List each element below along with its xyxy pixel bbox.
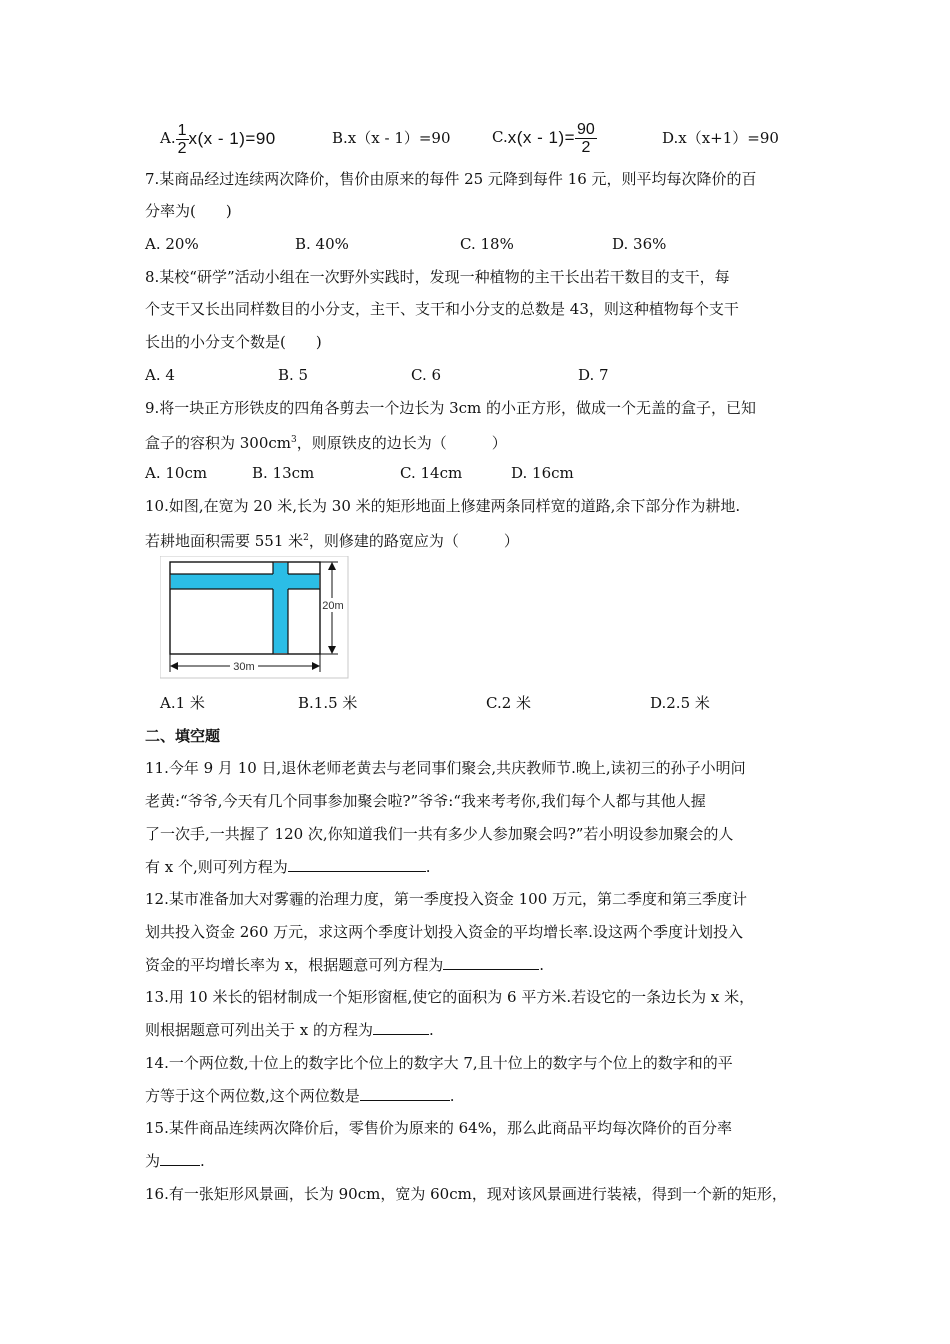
q6-option-a	[160, 118, 276, 158]
q12-line3-end: .	[539, 956, 545, 974]
width-arrow-left	[170, 662, 178, 670]
q7-option-d: D. 36%	[612, 235, 667, 253]
q6-option-a-expr: x(x - 1)=90	[188, 129, 276, 148]
q7-line1: 7.某商品经过连续两次降价，售价由原来的每件 25 元降到每件 16 元，则平均每次降价的百	[145, 170, 757, 188]
horizontal-road	[171, 574, 319, 589]
width-arrow-right	[312, 662, 320, 670]
q13-line2-end: .	[429, 1021, 434, 1039]
q14-line2-text: 方等于这个两位数,这个两位数是	[145, 1087, 360, 1105]
q9-line2	[145, 429, 507, 454]
q6-option-c-label: C.	[492, 128, 508, 146]
q15-answer-blank[interactable]	[160, 1151, 200, 1166]
q15-line1: 15.某件商品连续两次降价后，零售价为原来的 64%，那么此商品平均每次降价的百分率	[145, 1119, 732, 1137]
q6-option-a-fraction	[176, 122, 189, 157]
q12-line3	[145, 954, 544, 976]
q6-option-c-frac-den: 2	[581, 138, 591, 156]
q8-line3: 长出的小分支个数是( )	[145, 333, 322, 351]
q14-line2-end: .	[449, 1087, 455, 1105]
q6-option-c	[492, 116, 597, 158]
q11-line2: 老黄:“爷爷,今天有几个同事参加聚会啦?”爷爷:“我来考考你,我们每个人都与其他人握	[145, 792, 706, 810]
q8-line1: 8.某校“研学”活动小组在一次野外实践时，发现一种植物的主干长出若干数目的支干，每	[145, 268, 730, 286]
q9-option-a: A. 10cm	[145, 464, 208, 482]
q6-option-c-fraction	[575, 121, 597, 156]
q7-option-a: A. 20%	[145, 235, 199, 253]
q10-line1: 10.如图,在宽为 20 米,长为 30 米的矩形地面上修建两条同样宽的道路,余下部分作为耕地.	[145, 497, 741, 515]
q9-line2-superscript: 3	[291, 435, 297, 445]
q10-option-a: A.1 米	[160, 694, 205, 712]
q16-line1: 16.有一张矩形风景画，长为 90cm，宽为 60cm，现对该风景画进行装裱，得到一个新的矩形，	[145, 1185, 787, 1203]
q6-option-d: D.x（x+1）=90	[662, 129, 779, 147]
q14-line1: 14.一个两位数,十位上的数字比个位上的数字大 7,且十位上的数字与个位上的数字和的平	[145, 1054, 733, 1072]
q6-option-a-frac-num: 1	[177, 121, 187, 139]
q11-line1: 11.今年 9 月 10 日,退休老师老黄去与老同事们聚会,共庆教师节.晚上,读初三的孙子小明问	[145, 759, 746, 777]
height-label: 20m	[322, 600, 344, 612]
q9-option-d: D. 16cm	[511, 464, 574, 482]
q12-answer-blank[interactable]	[443, 955, 539, 970]
q8-option-c: C. 6	[411, 366, 442, 384]
q11-line4	[145, 856, 431, 878]
q7-option-b: B. 40%	[295, 235, 349, 253]
q10-line2	[145, 527, 519, 552]
q9-option-b: B. 13cm	[252, 464, 315, 482]
q11-line4-end: .	[425, 858, 431, 876]
q15-line2-end: .	[200, 1152, 205, 1170]
q10-option-c: C.2 米	[486, 694, 532, 712]
q10-option-b: B.1.5 米	[298, 694, 358, 712]
q8-option-a: A. 4	[145, 366, 175, 384]
vertical-road	[273, 563, 288, 653]
section2-title: 二、填空题	[145, 727, 221, 745]
q13-line1: 13.用 10 米长的铝材制成一个矩形窗框,使它的面积为 6 平方米.若设它的一条边长为 x 米，	[145, 988, 755, 1006]
q10-line2-text-b: ，则修建的路宽应为（ ）	[308, 532, 519, 550]
q8-line2: 个支干又长出同样数目的小分支，主干、支干和小分支的总数是 43，则这种植物每个支干	[145, 300, 739, 318]
height-arrow-bottom	[328, 646, 336, 654]
q15-line2	[145, 1150, 205, 1172]
q8-option-d: D. 7	[578, 366, 609, 384]
q11-answer-blank[interactable]	[288, 857, 426, 872]
q7-option-c: C. 18%	[460, 235, 514, 253]
q6-option-c-expr: x(x - 1)=	[507, 128, 576, 147]
q15-line2-text: 为	[145, 1152, 161, 1170]
q10-line2-superscript: 2	[303, 533, 309, 543]
q10-line2-text-a: 若耕地面积需要 551 米	[145, 532, 304, 550]
q13-line2-text: 则根据题意可列出关于 x 的方程为	[145, 1021, 373, 1039]
q6-option-a-label: A.	[160, 129, 176, 147]
q9-line2-text-b: ，则原铁皮的边长为（ ）	[296, 434, 507, 452]
q12-line1: 12.某市准备加大对雾霾的治理力度，第一季度投入资金 100 万元，第二季度和第三季度计	[145, 890, 748, 908]
width-label: 30m	[233, 661, 255, 673]
q10-option-d: D.2.5 米	[650, 694, 710, 712]
q12-line2: 划共投入资金 260 万元，求这两个季度计划投入资金的平均增长率.设这两个季度计划投入	[145, 923, 743, 941]
q11-line4-text: 有 x 个,则可列方程为	[145, 858, 288, 876]
q10-road-figure	[160, 556, 350, 680]
q9-line2-text-a: 盒子的容积为 300cm	[145, 434, 292, 452]
q6-option-c-frac-num: 90	[577, 120, 595, 138]
q8-option-b: B. 5	[278, 366, 309, 384]
q9-line1: 9.将一块正方形铁皮的四角各剪去一个边长为 3cm 的小正方形，做成一个无盖的盒子，已知	[145, 399, 757, 417]
q13-line2	[145, 1019, 434, 1041]
q12-line3-text: 资金的平均增长率为 x，根据题意可列方程为	[145, 956, 444, 974]
q6-option-b: B.x（x - 1）=90	[332, 129, 451, 147]
q13-answer-blank[interactable]	[373, 1020, 429, 1035]
height-arrow-top	[328, 562, 336, 570]
q11-line3: 了一次手,一共握了 120 次,你知道我们一共有多少人参加聚会吗?”若小明设参加聚会的人	[145, 825, 734, 843]
q6-option-a-frac-den: 2	[177, 139, 187, 157]
q14-line2	[145, 1085, 455, 1107]
q14-answer-blank[interactable]	[360, 1086, 450, 1101]
q7-line2: 分率为( )	[145, 202, 232, 220]
q9-option-c: C. 14cm	[400, 464, 463, 482]
